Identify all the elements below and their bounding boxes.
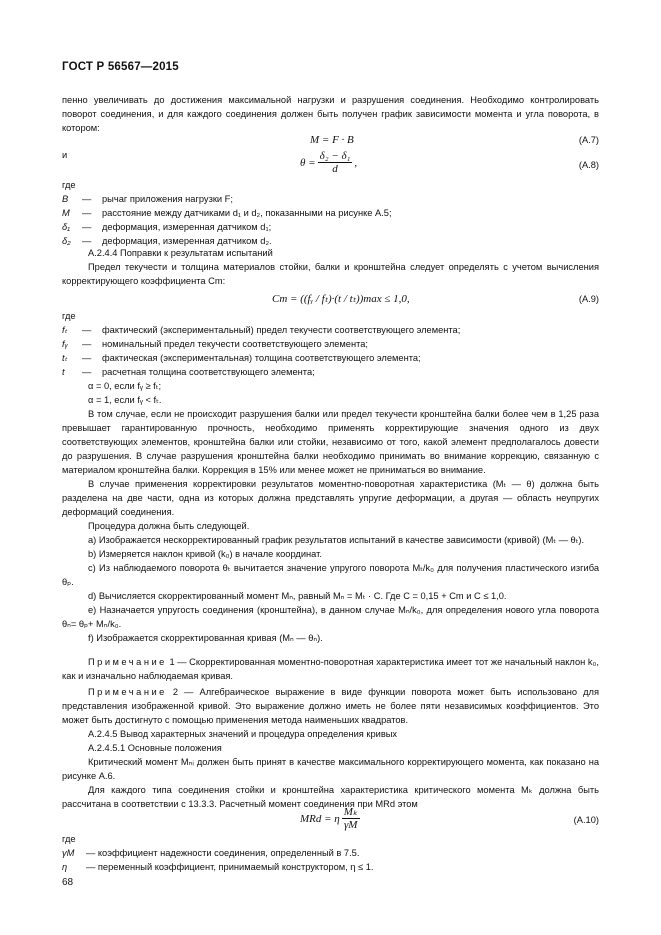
equation-a8-number: (А.8) bbox=[578, 160, 599, 170]
definition-row bbox=[62, 846, 599, 860]
equation-a10 bbox=[300, 806, 362, 831]
equation-a8-denominator: d bbox=[332, 163, 338, 175]
definition-text: расстояние между датчиками d₁ и d₂, показанными на рисунке А.5; bbox=[102, 208, 392, 218]
equation-a9-number: (А.9) bbox=[578, 294, 599, 304]
alpha-condition-0: α = 0, если fᵧ ≥ fₜ; bbox=[88, 381, 162, 391]
definition-row: fₜ — фактический (экспериментальный) предел текучести соответствующего элемента; bbox=[62, 323, 599, 337]
note-2 bbox=[62, 685, 599, 727]
definition-symbol: fₜ bbox=[62, 325, 68, 335]
paragraph-procedure: Процедура должна быть следующей. bbox=[88, 521, 250, 531]
where-label-2: где bbox=[62, 311, 76, 321]
note-1 bbox=[62, 655, 599, 683]
definition-symbol: η bbox=[62, 862, 68, 872]
definitions-list-2 bbox=[62, 323, 599, 379]
definition-row: fᵧ — номинальный предел текучести соответствующего элемента; bbox=[62, 337, 599, 351]
definition-symbol: B bbox=[62, 194, 69, 204]
equation-a10-number: (А.10) bbox=[573, 815, 599, 825]
equation-a8 bbox=[300, 150, 357, 175]
section-heading-a245: А.2.4.5 Вывод характерных значений и процедура определения кривых bbox=[88, 729, 398, 739]
procedure-step-b: b) Измеряется наклон кривой (k₀) в начале координат. bbox=[88, 549, 322, 559]
equation-a8-lhs: θ = bbox=[300, 156, 316, 169]
definition-row: M — расстояние между датчиками d₁ и d₂, показанными на рисунке А.5; bbox=[62, 206, 599, 220]
paragraph-critical-moment: Критический момент Mₙᵢ должен быть принят в качестве максимального корректирующего момента, как показано на рисунке А.6. bbox=[62, 757, 599, 781]
definitions-list-1 bbox=[62, 192, 599, 248]
definition-row bbox=[62, 860, 599, 874]
equation-a10-denominator: γM bbox=[343, 819, 358, 831]
definition-symbol: δ₁ bbox=[62, 222, 71, 232]
equation-a10-numerator: Mₖ bbox=[343, 806, 358, 818]
equation-a10-lhs: MRd = η bbox=[300, 812, 340, 825]
equation-a8-numerator: δ₂ − δ₁ bbox=[319, 150, 351, 162]
definition-text: — коэффициент надежности соединения, определенный в 7.5. bbox=[86, 848, 360, 858]
definition-text: номинальный предел текучести соответствующего элемента; bbox=[102, 339, 369, 349]
definitions-list-3 bbox=[62, 846, 599, 874]
definition-text: — переменный коэффициент, принимаемый конструктором, η ≤ 1. bbox=[86, 862, 374, 872]
note-1-label: Примечание bbox=[88, 657, 167, 667]
definition-symbol: γM bbox=[62, 848, 75, 858]
paragraph-adjustment: В случае применения корректировки результатов моментно-поворотная характеристика (Mₜ — θ) должна быть разделена на две части, одна из которых должна представлять упругие деформации, а другая — область неупругих деформаций соединения. bbox=[62, 479, 599, 517]
alpha-condition-1: α = 1, если fᵧ < fₜ. bbox=[88, 395, 162, 405]
definition-text: деформация, измеренная датчиком d₁; bbox=[102, 222, 272, 232]
paragraph-fracture: В том случае, если не происходит разрушения балки или предел текучести кронштейна балки более чем в 1,25 раза превышает гарантированную прочность, необходимо применять корректирующие значения одного из двух соответствующих элементов, кронштейна балки или стойки, независимо от того, какой элемент предполагалось довести до разрушения. В случае разрушения кронштейна балки необходимо принимать во внимание коррекцию, связанную с материалом кронштейна балки. Коррекция в 15% или менее может не приниматься во внимание. bbox=[62, 409, 599, 475]
equation-a8-tail: , bbox=[354, 156, 358, 169]
procedure-step-c: c) Из наблюдаемого поворота θₜ вычитается значение упругого поворота Mₜ/k₀ для получения пластического изгиба θₚ. bbox=[62, 563, 599, 587]
document-header: ГОСТ Р 56567—2015 bbox=[62, 61, 179, 73]
paragraph-design-moment: Для каждого типа соединения стойки и кронштейна характеристика критического момента Mₖ должна быть рассчитана в соответствии с 13.3.3. Расчетный момент соединения при MRd этом bbox=[62, 785, 599, 809]
paragraph-intro: пенно увеличивать до достижения максимальной нагрузки и разрушения соединения. Необходимо контролировать поворот соединения, и для каждого соединения должен быть получен график зависимости момента и угла поворота, в котором: bbox=[62, 95, 599, 133]
equation-a9: Cm = ((fᵧ / fₜ)·(t / tₜ))max ≤ 1,0, bbox=[272, 293, 410, 305]
section-heading-a244: А.2.4.4 Поправки к результатам испытаний bbox=[88, 248, 273, 258]
note-2-text: 2 — Алгебраическое выражение в виде функции поворота может быть использовано для представления изображенной кривой. Это выражение должно иметь не более пяти независимых коэффициентов. Это может быть достигнуто с помощью применения метода наименьших квадратов. bbox=[62, 687, 599, 725]
equation-a8-fraction bbox=[318, 150, 353, 175]
definition-symbol: fᵧ bbox=[62, 339, 68, 349]
procedure-step-e: e) Назначается упругость соединения (кронштейна), в данном случае Mₙ/k₀, для определения нового угла поворота θₙ= θₚ+ Mₙ/k₀. bbox=[62, 605, 599, 629]
procedure-step-f: f) Изображается скорректированная кривая (Mₙ — θₙ). bbox=[88, 633, 323, 643]
equation-a7: M = F · B bbox=[310, 134, 354, 146]
definition-symbol: t bbox=[62, 367, 65, 377]
paragraph-correction: Предел текучести и толщина материалов стойки, балки и кронштейна следует определять с учетом вычисления корректирующего коэффициента Cm: bbox=[62, 262, 599, 286]
definition-symbol: tₜ bbox=[62, 353, 68, 363]
definition-symbol: M bbox=[62, 208, 70, 218]
definition-row: t — расчетная толщина соответствующего элемента; bbox=[62, 365, 599, 379]
definition-text: рычаг приложения нагрузки F; bbox=[102, 194, 233, 204]
section-heading-a2451: А.2.4.5.1 Основные положения bbox=[88, 743, 222, 753]
equation-a10-fraction bbox=[342, 806, 360, 831]
where-label-3: где bbox=[62, 834, 76, 844]
page-number: 68 bbox=[62, 877, 74, 888]
definition-row: δ₁ — деформация, измеренная датчиком d₁; bbox=[62, 220, 599, 234]
definition-text: деформация, измеренная датчиком d₂. bbox=[102, 236, 272, 246]
definition-symbol: δ₂ bbox=[62, 236, 71, 246]
definition-row: δ₂ — деформация, измеренная датчиком d₂. bbox=[62, 234, 599, 248]
note-1-text: 1 — Скорректированная моментно-поворотная характеристика имеет тот же начальный наклон k₀, как и изначально наблюдаемая кривая. bbox=[62, 657, 599, 681]
definition-text: фактический (экспериментальный) предел текучести соответствующего элемента; bbox=[102, 325, 461, 335]
procedure-step-d: d) Вычисляется скорректированный момент Mₙ, равный Mₙ = Mₜ · C. Где C = 0,15 + Cm и C ≤ 1,0. bbox=[88, 591, 507, 601]
where-label-1: где bbox=[62, 180, 76, 190]
definition-text: фактическая (экспериментальная) толщина соответствующего элемента; bbox=[102, 353, 421, 363]
equation-a7-number: (А.7) bbox=[578, 135, 599, 145]
definition-row: B — рычаг приложения нагрузки F; bbox=[62, 192, 599, 206]
procedure-step-a: a) Изображается нескорректированный график результатов испытаний в качестве зависимости (кривой) (Mₜ — θₜ). bbox=[88, 535, 585, 545]
note-2-label: Примечание bbox=[88, 687, 167, 697]
conjunction-and: и bbox=[62, 150, 68, 160]
definition-text: расчетная толщина соответствующего элемента; bbox=[102, 367, 315, 377]
definition-row: tₜ — фактическая (экспериментальная) толщина соответствующего элемента; bbox=[62, 351, 599, 365]
